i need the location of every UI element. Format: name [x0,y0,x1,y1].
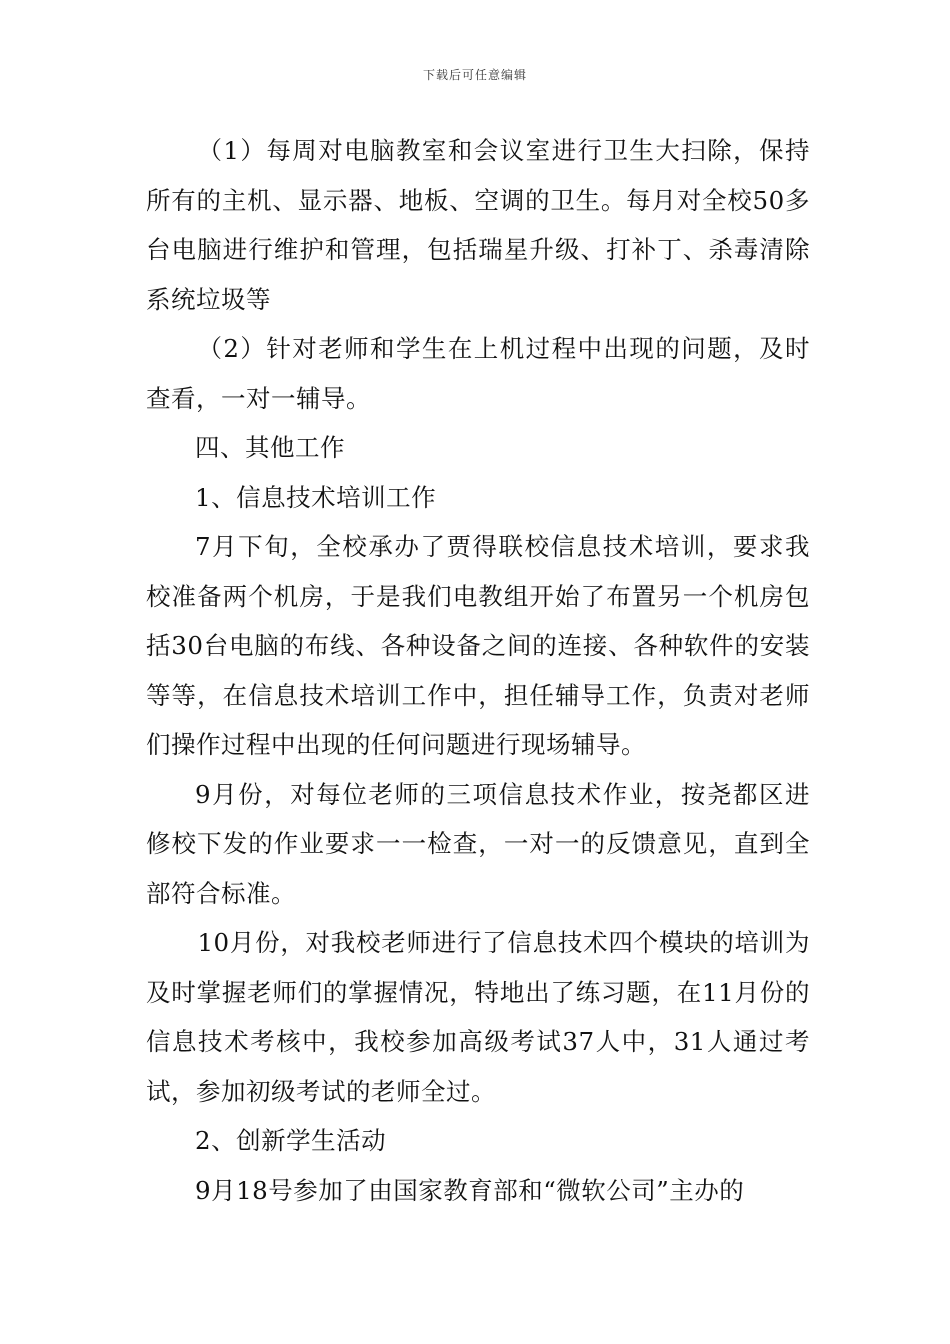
subsection-heading-1: 1、信息技术培训工作 [195,482,437,512]
paragraph-4: 9月份，对每位老师的三项信息技术作业，按尧都区进修校下发的作业要求一一检查，一对一的反馈意见，直到全部符合标准。 [146,779,810,908]
paragraph-1: （1）每周对电脑教室和会议室进行卫生大扫除，保持所有的主机、显示器、地板、空调的卫生。每月对全校50多台电脑进行维护和管理，包括瑞星升级、打补丁、杀毒清除系统垃圾等 [146,136,810,314]
document-body [146,126,810,1215]
page-header: 下载后可任意编辑 [422,68,527,82]
section-heading-4: 四、其他工作 [195,433,345,462]
subsection-heading-2: 2、创新学生活动 [195,1126,387,1155]
paragraph-3: 7月下旬，全校承办了贾得联校信息技术培训，要求我校准备两个机房，于是我们电教组开始了布置另一个机房包括30台电脑的布线、各种设备之间的连接、各种软件的安装等等，在信息技术培训工作中，担任辅导工作，负责对老师们操作过程中出现的任何问题进行现场辅导。 [146,532,810,759]
paragraph-6: 9月18号参加了由国家教育部和“微软公司”主办的 [195,1175,745,1205]
paragraph-2: （2）针对老师和学生在上机过程中出现的问题，及时查看，一对一辅导。 [146,334,810,413]
paragraph-5: 10月份，对我校老师进行了信息技术四个模块的培训为及时掌握老师们的掌握情况，特地出了练习题，在11月份的信息技术考核中，我校参加高级考试37人中，31人通过考试，参加初级考试的老师全过。 [146,928,810,1106]
